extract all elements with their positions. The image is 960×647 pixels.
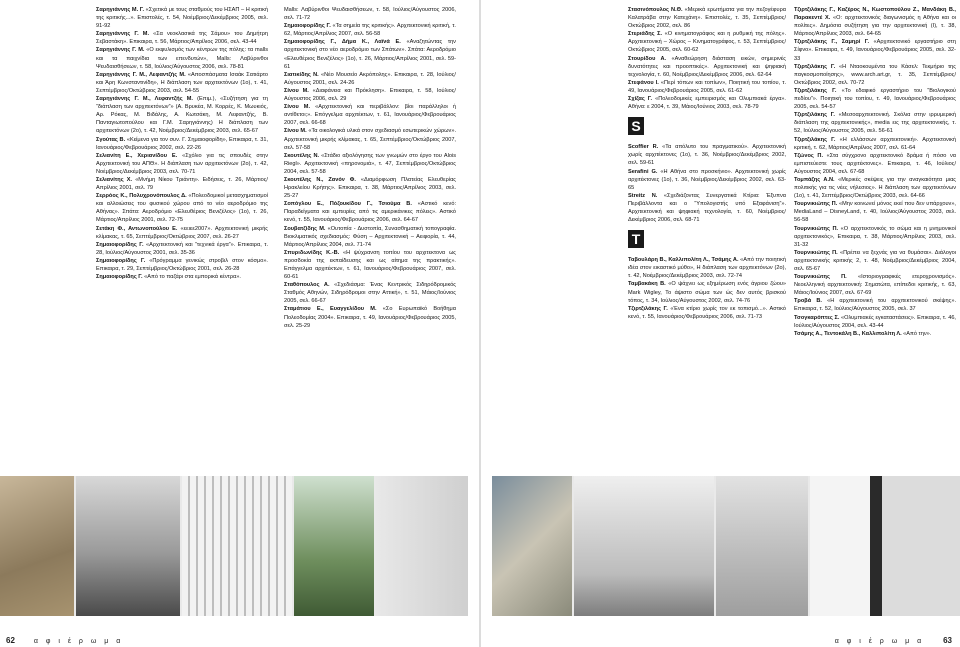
entry-text: «Ολυμπιακές εγκαταστάσεις». Επικαιρα, τ. 46, Ιούλιος/Αύγουστος 2004, σελ. 43-44 — [794, 314, 956, 329]
entry-text: «Από το παζάρι στα εμπορικά κέντρα». — [142, 274, 241, 281]
entry-text: «Ο ψάχνει ως εξημέρωση ενός άγριου ζώου» Mark Wigley, Το άψιστο σώμα των ώς δεν αυτός βρισκού τόπος, τ. 34, Ιούλιος/Αύγουστος 2002, σελ. 74-76 — [628, 281, 786, 304]
entry-text: «Τα απόλυτο του πραγματικού». Αρχιτεκτονική χωρίς αρχιτέκτονες (1ο), τ. 36, Νοέμβριος/Δεκέμβριος 2002, σελ. 59-61 — [628, 144, 786, 167]
index-entry — [96, 192, 268, 224]
index-entry — [628, 280, 786, 304]
entry-text: «Διαφάνεια και Πρόκληση». Επικαιρα, τ. 58, Ιούλιος/Αύγουστος 2006, σελ. 29 — [284, 87, 456, 103]
entries-col3 — [628, 6, 786, 111]
entry-author: Σιατικίδης Ν. — [284, 71, 319, 78]
entry-text: «Ο εκφυλισμός των κέντρων της πόλης: τα malls και τα παιχνίδια των επενδυτών», Malls: Λαβύρινθοι Ψευδαισθήσεων, τ. 58, Ιούλιος/Αύγουστος 2006, σελ. 78-81 — [96, 47, 268, 70]
entry-author: Τζιρτζιλάκης Γ. — [794, 63, 836, 70]
entry-author: Σγούτας Β. — [96, 136, 126, 143]
entry-text: Malls: Λαβύρινθοι Ψευδαισθήσεων, τ. 58, Ιούλιος/Αύγουστος 2006, σελ. 71-72 — [284, 7, 456, 22]
index-entry — [96, 136, 268, 152]
entry-author: Στασινόπουλος Ν.Θ. — [628, 7, 683, 13]
building-facade-photo — [182, 476, 292, 616]
index-entry — [794, 330, 956, 338]
magazine-name-left: α φ ι έ ρ ω μ α — [33, 638, 124, 645]
index-entry — [284, 87, 456, 103]
index-entry — [96, 46, 268, 70]
green-landscape-photo — [294, 476, 374, 616]
index-entry — [628, 6, 786, 30]
magazine-name-right: α φ ι έ ρ ω μ α — [834, 638, 925, 645]
entry-text: «Αρχιτεκτονική και περιβάλλον: βίοι παράλληλοι ή αντίθετοι;». Επόγγελμα αρχιτέκτων, τ. 61, Ιανουάριος/Φεβρουάριος 2007, σελ. 66-68 — [284, 104, 456, 127]
entry-author: Τζιρτζιλάκης Γ. — [794, 87, 837, 94]
entry-text: «Η Αθήνα στο προσκήνιο». Αρχιτεκτονική χωρίς αρχιτέκτονες (1ο), τ. 36, Νοέμβριος/Δεκέμβριος 2002, σελ. 63-65 — [628, 168, 786, 191]
entry-author: Τζιρτζιλάκης Γ., Σαμηρί Γ. — [794, 39, 870, 46]
entry-author: Στεφάνου Ι. — [628, 79, 659, 86]
entry-text: «Νέο Μουσείο Ακρόπολης». Επικαιρα, τ. 28, Ιούλιος/Αύγουστος 2001, σελ. 24-26 — [284, 71, 456, 86]
page-number-right: 63 — [943, 636, 952, 645]
index-entry — [628, 305, 786, 321]
entry-text: «Αστικό κενό: Παραδείγματα και εμπειρίες από τις αμερικάνικες πόλεις». Αστικό κενό, τ. 55, Ιανουάριος/Φεβρουάριος 2006, σελ. 64-67 — [284, 201, 456, 224]
index-entry — [96, 30, 268, 46]
entry-text: «Σα νεοκλασικά της Σάμου» του Δημήτρη Σεβαστάκη». Επικαιρα, τ. 56, Μάρτιος/Απρίλιος 2006, σελ. 43-44 — [96, 31, 268, 46]
entry-text: «Μνήμη Νίκου Τριάντη». Ειδήσεις, τ. 26, Μάρτιος/Απρίλιος 2001, σελ. 79 — [96, 176, 268, 192]
index-entry — [794, 6, 956, 38]
index-entry — [284, 200, 456, 224]
index-entry — [794, 136, 956, 152]
entry-author: Σοπόγλου Ε., Πόζουκίδου Γ., Τσιούμα Β. — [284, 201, 412, 208]
entry-author: Στουρίδου Α. — [628, 55, 667, 62]
index-entry — [284, 38, 456, 70]
sepia-map-photo — [0, 476, 74, 616]
entry-text: «Στα σύγχρονο αρχιτεκτονικό δράμα ή πόσο να εμπιστεύεστε τους αρχιτέκτονες». Επικαιρα, τ. 46, Ιούλιος/Αύγουστος 2004, σελ. 67-68 — [794, 152, 956, 175]
entries-col2 — [284, 6, 456, 330]
entry-author: Σερρόος Κ., Πολυχρονόπουλος Δ. — [96, 193, 187, 200]
entry-text: «Πρέπει να ξεχνάς για να θυμάσαι». Διάλογοι αρχιτεκτονικής κριτικής 2, τ. 48, Νοέμβριος/Δεκέμβριος 2004, σελ. 65-67 — [794, 249, 956, 272]
index-entry — [96, 71, 268, 95]
entry-text: «Σχόλιο για τις σπουδές στην Αρχιτεκτονική του ΑΠΘ». Η διάπλαση των αρχιτεκτόνων (2ο), τ. 42, Νοέμβριος/Δεκέμβριος 2003, σελ. 70-71 — [96, 152, 268, 175]
index-entry — [628, 79, 786, 95]
section-letter-t: T — [628, 230, 644, 248]
index-entry — [794, 200, 956, 224]
index-entry — [628, 30, 786, 54]
index-entry — [794, 38, 956, 62]
entry-author: Σίνου Μ. — [284, 87, 309, 94]
entry-author: Σετάκη Φ., Αντωνοπούλου Ε. — [96, 225, 178, 232]
gallery-visitors-photo — [574, 476, 714, 616]
entry-author: Σαρηγιάννης Γ. Μ. — [96, 31, 150, 38]
entry-author: Ταμβακάκη Β. — [628, 281, 666, 288]
entry-author: Σελιανίτη Ε., Χεριανίδου Ε. — [96, 152, 178, 159]
section-letter-s: S — [628, 117, 644, 135]
right-photo-band — [492, 476, 960, 616]
entry-text: «Αρχιτεκτονική και “τεχνικά έργα”». Επικαιρα, τ. 28, Ιούλιος/Αύγουστος 2001, σελ. 35-36 — [96, 241, 268, 256]
entry-text: «Το εδαφικό εργαστήριο του “Βιολογικού πεδίου”». Ποιητική του τοπίου, τ. 49, Ιανουάριος/Φεβρουάριος 2005, σελ. 54-57 — [794, 87, 956, 111]
index-entry — [96, 257, 268, 273]
index-entry — [794, 152, 956, 176]
index-column-1 — [96, 6, 268, 476]
index-entry — [96, 241, 268, 257]
index-entry — [284, 127, 456, 151]
entry-text: «Σχετικά με τους σταθμούς του ΗΣΑΠ – Η κριτική της κριτικής...». Επιστολές, τ. 54, Νοέμβριος/Δεκέμβριος 2005, σελ. 91-92 — [96, 7, 268, 30]
entry-author: Streitz N. — [628, 192, 658, 199]
index-entry — [284, 249, 456, 281]
entry-author: Τζώνος Π. — [794, 152, 824, 159]
entry-text: «Αρχιτεκτονικό εργαστήριο στη Σίφνο». Επικαιρα, τ. 49, Ιανουάριος/Φεβρουάριος 2005, σελ. 32-33 — [794, 39, 956, 62]
index-entry — [794, 225, 956, 249]
index-entry — [628, 95, 786, 111]
entry-text: «Πολεοδομικοί μετασχηματισμοί και αλλοιώσεις του φυσικού χώρου από το νέο αεροδρόμιο της Αθήνας». Σπάτα: Αεροδρόμιο «Ελευθέριος Βενιζέλος» (1ο), τ. 26, Μάρτιος/Απρίλιος 2001, σελ. 72-75 — [96, 193, 268, 224]
entry-text: «Μερικές σκέψεις για την αναγκαιότητα μιας πολιτικής για τις νέες νήλεσιος». Η διάπλαση των αρχιτεκτόνων (1ο), τ. 41, Σεπτέμβριος/Οκτώβριος 2003, σελ. 64-66 — [794, 176, 956, 200]
index-entry — [794, 249, 956, 273]
entry-author: Ταβουλάρη Β., Καλλιπολίτη Λ., Τσάμης Α. — [628, 257, 739, 264]
entry-author: Σαρηγιάννης Γ. Μ., Λεφαντζής Μ. — [96, 71, 186, 78]
interior-photo — [376, 476, 468, 616]
index-entry — [628, 168, 786, 192]
index-entry — [794, 111, 956, 135]
index-entry — [794, 273, 956, 297]
entry-text: «Μην κοινωνεί μόνος εκεί που δεν υπάρχουν», MediaLand – DisneyLand, τ. 40, Ιούλιος/Αύγουστος 2003, σελ. 56-58 — [794, 201, 956, 224]
left-photo-band — [0, 476, 468, 616]
index-entry — [96, 152, 268, 176]
entry-text: «Πολεοδομικές εμπειρισμός και Ολυμπιακά έργα». Αθήνα: ε 2004, τ. 39, Μάιος/Ιούνιος 2003, σελ. 78-79 — [628, 96, 786, 111]
modern-interior-photo — [810, 476, 960, 616]
entry-text: «Από την ποιητική ιδέα στον εικαστικό μύθο», Η διάπλαση των αρχιτεκτόνων (2ο), τ. 42, Νοέμβριος/Δεκέμβριος 2003, σελ. 72-74 — [628, 257, 786, 280]
entry-author: Σίνου Μ. — [284, 104, 311, 111]
entry-author: Σημαιοφορίδης Γ., Δήμα Κ., Λαϊνά Ε. — [284, 39, 401, 46]
entry-text: «Μεσοαρχιτεκτονική. Σκόλια στην ιρρυμερική διάπλαση της αρχιτεκτονικής», media εις της αρχιτεκτονικής, τ. 52, Ιούλιος/Αύγουστος 2005, σελ. 56-61 — [794, 112, 956, 135]
index-entry — [628, 192, 786, 224]
entry-text: «Από την». — [901, 330, 932, 337]
index-entry — [628, 256, 786, 280]
crowd-photo — [76, 476, 180, 616]
entry-author: Σαρηγιάννης Γ. Μ. — [96, 47, 145, 54]
entry-text: «Σο Ευρωπαϊκό Βοήθημα Πολεοδομίας 2004». Επικαιρα, τ. 49, Ιανουάριος/Φεβρουάριος 2005, σελ. 25-29 — [284, 306, 456, 329]
index-column-3 — [628, 6, 786, 476]
index-entry — [96, 176, 268, 192]
entry-text: «Η ψύχρανση τοπίου του αρχιτεκτονα ως προσδοκία της εκπαίδευσης και ως αίτημα της πρακτικής». Επάγγελμα αρχιτέκτων, τ. 61, Ιανουάριος/Φεβρουάριος 2007, σελ. 60-61 — [284, 249, 456, 281]
entry-author: Τουρνικιώτης Π. — [794, 249, 838, 256]
entry-author: Σαρηγιάννης Μ. Γ. — [96, 7, 145, 13]
index-entry — [96, 225, 268, 241]
left-folio — [6, 636, 123, 645]
index-column-2 — [284, 6, 456, 476]
index-entry — [794, 63, 956, 87]
entry-text: «Ο: αρχιτεκτονικός διαγωνισμός η Αθήνα και οι πολίτες». Δημόσια συζήτηση για την αρχιτεκτονική (Ι), τ. 38, Μάρτιος/Απρίλιος 2003, σελ. 64-65 — [794, 15, 956, 38]
entry-text: «Ουτοπία - Δυστοπία, Συνασθηματική τοπογραφία. Βιοκλιματικός σχεδιασμός: Φύση – Αρχιτεκτονική – Αειφορία, τ. 44, Μάρτιος/Απρίλιος 2004, σελ. 71-74 — [284, 225, 456, 248]
entry-author: Στεριάδης Σ. — [628, 31, 663, 38]
entry-author: Τσογκαρόπτες Σ. — [794, 314, 840, 321]
entries-col3-t — [628, 256, 786, 321]
index-entry — [284, 225, 456, 249]
entry-author: Serafini G. — [628, 168, 658, 175]
entry-author: Τζιρτζιλάκης Γ. — [628, 305, 668, 312]
index-entry — [794, 297, 956, 313]
entry-text: «Η Νταοκουμέντα του Κάσελ: Τεκμήριο της παγκοσμοποίησης», www.arch.art.gr, τ. 35, Σεπτέμβριος/Οκτώβριος 2002, σελ. 70-72 — [794, 63, 956, 86]
index-entry — [284, 22, 456, 38]
page-number-left: 62 — [6, 636, 15, 645]
entry-author: Scoffier R. — [628, 144, 659, 151]
entry-author: Τομπάζης Α.Ν. — [794, 176, 835, 183]
entries-col4 — [794, 6, 956, 338]
entry-author: Τζιρτζιλάκης Γ., Καζέρος Ν., Κωστοπούλου Ζ., Μανδάκη Β., Παρακεντέ Χ. — [794, 7, 956, 22]
entry-author: Σελιανίτης Χ. — [96, 176, 133, 183]
entry-text: «Στάδιο αξιολόγησης των γνωμών στο έργο του Alois Riegl». Αρχιτεκτονική «πηρονομιά», τ. 47, Σεπτέμβριος/Οκτώβριος 2004, σελ. 57-58 — [284, 152, 456, 175]
entry-author: Σπυριδωνίδης Κ.-Β. — [284, 249, 340, 256]
entry-author: Τζιρτζιλάκης Γ. — [794, 112, 835, 119]
index-entry — [284, 305, 456, 329]
model-photo — [716, 476, 808, 616]
entry-author: Σαρηγιάννης Γ. Μ., Λεφαντζής Μ. — [96, 96, 193, 103]
entry-author: Τζιρτζιλάκης Γ. — [794, 136, 836, 143]
index-entry — [794, 314, 956, 330]
entry-text: «Κείμενα για τον συν. Γ. Σημαιοφορίδη», Επικαιρα, τ. 31, Ιανουάριος/Φεβρουάριος 2002, σελ. 22-26 — [96, 136, 268, 151]
index-entry — [628, 143, 786, 167]
entry-text: «Ένα κτίριο χωρίς τον εκ τοπισμό...». Αστικό κενό, τ. 55, Ιανουάριος/Φεβρουάριος 2006, σελ. 71-73 — [628, 305, 786, 320]
entry-author: Σουβατζίδης Μ. — [284, 225, 326, 232]
entry-text: «Ιστοριογραφικές ετεροχρονισμός». Νεοελληνική αρχιτεκτονική: Σηματώτα, επίπεδοι κριτικής, τ. 63, Μάιος/Ιούνιος 2007, σελ. 67-69 — [794, 274, 956, 297]
entry-author: Σημαιοφορίδης Γ. — [284, 23, 331, 30]
entry-text: «Σχεδιάσμα: Ένας Κεντρικός Σιδηρόδρομικός Σταθμός Αθηνών, Σιδηρόδρομοι στην Αττική», τ. 51, Μάιος/Ιούνιος 2005, σελ. 66-67 — [284, 282, 456, 305]
entry-author: Σημαιοφορίδης Γ. — [96, 241, 144, 248]
entries-col1 — [96, 6, 268, 281]
index-entry — [284, 176, 456, 200]
index-column-4 — [794, 6, 956, 476]
entry-author: Τουρνικιώτης Π. — [794, 274, 847, 281]
index-entry — [96, 273, 268, 281]
index-entry — [96, 6, 268, 30]
entry-author: Σταθόπουλος Α. — [284, 282, 330, 289]
entry-author: Τουρνικιώτης Π. — [794, 225, 839, 232]
entry-text: «Πρόγραμμα γενικώς στροβιλ στον κόσμο». Επικαιρα, τ. 29, Σεπτέμβριος/Οκτώβριος 2001, σελ. 26-28 — [96, 257, 268, 272]
entry-text: «εειεε2007». Αρχιτεκτονική μικρής κλίμακας, τ. 65, Σεπτέμβριος/Οκτώβριος 2007, σελ. 26-27 — [96, 225, 268, 240]
entry-author: Σκουτέλης Ν. — [284, 152, 320, 159]
index-entry — [284, 103, 456, 127]
entry-text: «Ο αρχιτεκτονικός το σώμα και η μνημονικοί αρχιτεκτονικός», Επικαιρα, τ. 38, Μάρτιος/Απρίλιος 2003, σελ. 31-32 — [794, 225, 956, 248]
entry-author: Σημαιοφορίδης Γ. — [96, 257, 146, 264]
index-entry — [284, 71, 456, 87]
entry-author: Τουρνικιώτης Π. — [794, 201, 838, 208]
entry-author: Σταμάτιου Ε., Ευαγγελίδου Μ. — [284, 306, 377, 313]
entry-text: «Η ελλάσσων αρχιτεκτονική». Αρχιτεκτονική κριτική, τ. 62, Μάρτιος/Απρίλιος 2007, σελ. 61-64 — [794, 136, 956, 151]
entry-text: «Τα σημεία της κριτικής». Αρχιτεκτονική κριτική, τ. 62, Μάρτιος/Απρίλιος 2007, σελ. 56-58 — [284, 23, 456, 38]
entry-text: «Η αρχιτεκτονική του αρχιτεκτονικού σκέψης». Επικαιρα, τ. 52, Ιούλιος/Αύγουστος 2005, σελ. 37 — [794, 298, 956, 313]
index-entry — [794, 176, 956, 200]
entry-text: «Ο κινηματογράφος και η ρυθμική της πόλης». Αρχιτεκτονική – Χώρος – Κινηματογράφος, τ. 53, Σεπτέμβριος/Οκτώβριος 2005, σελ. 60-62 — [628, 31, 786, 54]
entry-text: «Αναζητώντας την αρχιτεκτονική στο νέο αεροδρόμιο των Σπάτων». Σπάτα: Αεροδρόμιο «Ελευθέριος Βενιζέλος» (1ο), τ. 26, Μάρτιος/Απρίλιος 2001, σελ. 59-61 — [284, 39, 456, 70]
entry-author: Σκουτέλης Ν., Ζανόν Φ. — [284, 176, 356, 183]
entry-text: (Επιμ.), «Συζήτηση για τη “διάπλαση των αρχιτεκτόνων”» (Α. Βρυκέα, Μ. Κορρές, Κ. Μωυκιός, Αρ. Ρόκας, Μ. Βιδάλης, Α. Κωτσάκη, Μ. Λεφαντζής, Β. Πανταγιωτοπούλου και Γ.Μ. Σαρηγιάννης) Η διάπλαση των αρχιτεκτόνων (2ο), τ. 42, Νοέμβριος/Δεκέμβριος 2003, σελ. 65-67 — [96, 96, 268, 135]
entry-text: «Τα οικολογικά υλικά στον σχεδιασμό εσωτερικών χώρων». Αρχιτεκτονική μικρής κλίμακας, τ. 65, Σεπτέμβριος/Οκτώβριος 2007, σελ. 57-58 — [284, 128, 456, 151]
entry-text: «Σχεδιάζοντας Συνεργατικά Κτίρια: Έξυπνα Περιβάλλοντα και ο “Υπολογιστής υπό Εξαφάνιση”». Αρχιτεκτονική και ψηφιακή τεχνολογία, τ. 60, Νοέμβριος/Δεκέμβριος 2006, σελ. 68-71 — [628, 192, 786, 224]
entry-text: «Διαμόρφωση Πλατείας Ελευθερίας Ηρακλείου Κρήτης». Επικαιρα, τ. 38, Μάρτιος/Απρίλιος 2003, σελ. 25-27 — [284, 176, 456, 200]
right-page — [480, 0, 960, 647]
index-entry — [284, 152, 456, 176]
entry-text: «Αναθεώρηση διάσταση εικών, σημερινές δυνατότητες και προοπτικές». Αρχιτεκτονική και ψηφιακή τεχνολογία, τ. 60, Νοέμβριος/Δεκέμβριος 2006, σελ. 62-64 — [628, 55, 786, 78]
index-entry — [284, 6, 456, 22]
index-entry — [284, 281, 456, 305]
entry-text: «Μερικά ερωτήματα για την πεζογέφυρα Καλατράβα στην Κατεχάνη». Επιστολές, τ. 35, Σεπτέμβριος/Οκτώβριος 2002, σελ. 86 — [628, 7, 786, 30]
entry-author: Σχίζας Γ. — [628, 96, 653, 103]
right-folio — [835, 636, 952, 645]
index-entry — [96, 95, 268, 135]
entry-text: «Αποσπάσματα Ισαάκ Σατιάρτο και Άρη Κωνσταντινίδη», Η διάπλαση των αρχιτεκτόνων (1ο), τ. 41, Σεπτέμβριος/Οκτώβριος 2003, σελ. 54-55 — [96, 71, 268, 94]
index-entry — [628, 55, 786, 79]
index-entry — [794, 87, 956, 111]
entry-text: «Περί τόπων και τοπίων», Ποιητική του τοπίου, τ. 49, Ιανουάριος/Φεβρουάριος 2005, σελ. 61-62 — [628, 79, 786, 94]
entry-author: Σημαιοφορίδης Γ. — [96, 274, 143, 281]
entry-author: Σίνου Μ. — [284, 128, 307, 135]
entry-author: Τσάμης Α., Τεντοκάλη Β., Καλλιπολίτη Λ. — [794, 330, 902, 337]
entries-col3-s — [628, 143, 786, 224]
aerial-city-photo — [492, 476, 572, 616]
entry-author: Τροβά Β. — [794, 298, 822, 305]
